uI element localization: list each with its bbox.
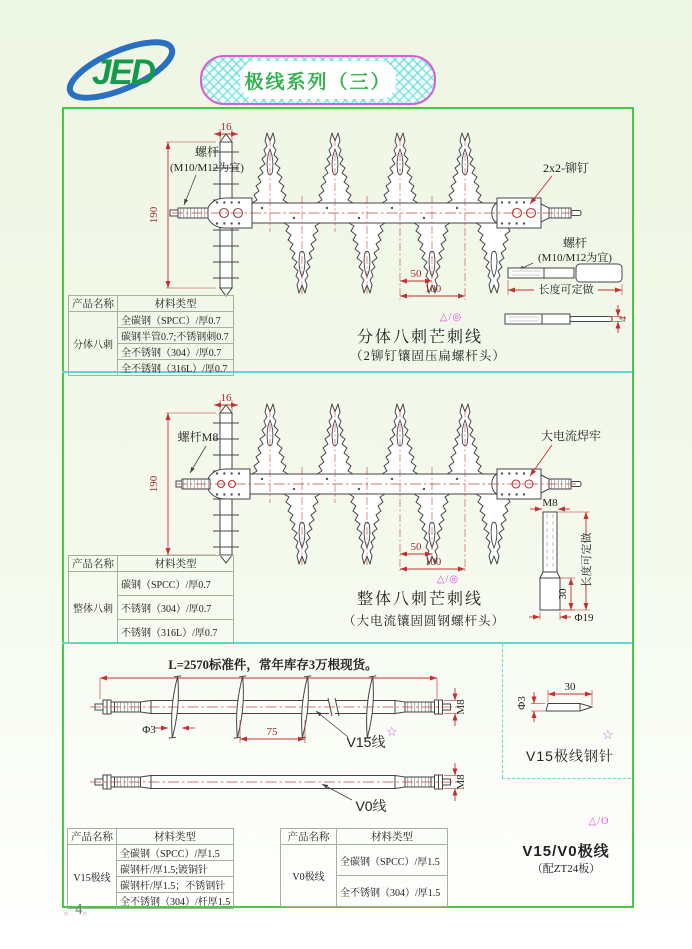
table-header-material: 材料类型 [118, 296, 234, 312]
p2-cert-symbol: △/◎ [436, 574, 460, 585]
panel3-v0-wire [90, 763, 458, 801]
p1-dim-50: 50 [410, 268, 422, 280]
p2-weld-label: 大电流焊牢 [540, 429, 602, 443]
product-name-cell: V0极线 [281, 845, 337, 907]
panel3-length-dim [100, 678, 437, 699]
p1-rivet-label: 2x2-铆钉 [543, 161, 589, 175]
material-cell: 碳钢杆/厚1.5；不锈钢针 [117, 877, 234, 893]
p3-pin-dim-30: 30 [564, 681, 576, 693]
p2-subtitle: （大电流镶固圆钢螺杆头） [342, 614, 506, 628]
p1-dim-190: 190 [148, 206, 160, 224]
p1-screw-label-1: 螺杆 [194, 145, 220, 159]
p1-detail-label-1: 螺杆 [562, 236, 588, 250]
p3-v15-label: V15线 [346, 734, 386, 750]
page-number-dot-right: 。 [82, 905, 94, 917]
table-header-product: 产品名称 [69, 556, 118, 572]
p2-dim-190: 190 [148, 475, 160, 493]
p2-dim-50: 50 [410, 541, 422, 553]
page-number [64, 902, 94, 918]
p1-subtitle: （2铆钉镶固压扁螺杆头） [350, 349, 506, 363]
logo-text: JED [92, 53, 155, 92]
table-header-material: 材料类型 [118, 556, 234, 572]
table-header-product: 产品名称 [281, 829, 337, 845]
p3-dim-75: 75 [266, 726, 278, 738]
material-cell: 全碳钢（SPCC）/厚1.5 [117, 845, 234, 861]
p2-dim-100: 100 [424, 556, 442, 568]
p1-screw-leader [184, 175, 196, 205]
panel3-pin-detail [531, 690, 592, 722]
spec-table-split-eight-spike [68, 295, 234, 376]
p2-dim-30: 30 [557, 588, 569, 600]
p1-dim-16: 16 [220, 121, 232, 133]
p3-title: V15/V0极线 [522, 843, 610, 860]
p3-pin-dim-phi3: Φ3 [516, 696, 528, 710]
material-cell: 全不锈钢（304）/厚1.5 [337, 876, 448, 907]
p2-dim-16: 16 [220, 392, 232, 404]
spec-table-v0 [280, 828, 448, 907]
p3-dim-m8-v0: M8 [455, 774, 467, 790]
banner-title: 极线系列（三） [244, 71, 392, 93]
table-header-product: 产品名称 [69, 296, 118, 312]
p1-title: 分体八刺芒刺线 [356, 329, 484, 346]
p3-subtitle: （配ZT24板） [531, 863, 601, 875]
p1-cert-symbol: △/◎ [439, 312, 463, 323]
p3-stock-note: L=2570标准件，常年库存3万根现货。 [168, 658, 378, 672]
p2-length-label: 长度可定做 [581, 532, 593, 588]
material-cell: 碳钢杆/厚1.5;镀铜针 [117, 861, 234, 877]
material-cell: 全不锈钢（316L）/厚0.7 [118, 360, 234, 376]
material-cell: 碳钢半管0.7;不锈钢刺0.7 [118, 328, 234, 344]
material-cell: 全不锈钢（304）/厚0.7 [118, 344, 234, 360]
p3-cert-symbol: △/O [588, 816, 610, 827]
p1-dim-4: 4 [617, 316, 629, 322]
p3-dim-phi3: Φ3 [142, 724, 156, 736]
p3-dim-m8-v15: M8 [455, 699, 467, 715]
p1-length-label: 长度可定做 [538, 284, 594, 296]
spec-table-integral-eight-spike [68, 555, 234, 644]
p3-v15-star-icon: ☆ [386, 724, 398, 739]
p3-v0-label: V0线 [355, 798, 387, 814]
p1-screw-label-2: (M10/M12为宜) [170, 162, 244, 174]
p2-screw-leader [190, 446, 206, 473]
p2-screw-label: 螺杆M8 [177, 430, 219, 444]
material-cell: 全不锈钢（304）/杆厚1.5 [117, 893, 234, 909]
product-name-cell: V15极线 [68, 845, 117, 909]
material-cell: 全碳钢（SPCC）/厚1.5 [337, 845, 448, 876]
p1-dim-100: 100 [424, 283, 442, 295]
p2-title: 整体八刺芒刺线 [356, 591, 484, 608]
p2-dim-m8: M8 [542, 497, 558, 509]
material-cell: 不锈钢（304）/厚0.7 [118, 596, 234, 620]
p2-dim-phi19: Φ19 [574, 612, 594, 624]
page-number-dot-left: 。 [64, 905, 75, 917]
p3-pin-label: V15极线钢针 [526, 748, 614, 764]
p1-detail-label-2: (M10/M12为宜) [538, 252, 612, 264]
table-header-product: 产品名称 [68, 829, 117, 845]
material-cell: 全碳钢（SPCC）/厚0.7 [118, 312, 234, 328]
product-name-cell: 分体八刺 [69, 312, 118, 376]
table-header-material: 材料类型 [337, 829, 448, 845]
spec-table-v15 [67, 828, 234, 909]
page-number-value: 4 [75, 903, 83, 918]
product-name-cell: 整体八刺 [69, 572, 118, 644]
p3-pin-star-icon: ☆ [602, 727, 614, 742]
panel2-barbed-bar [176, 404, 581, 571]
table-header-material: 材料类型 [117, 829, 234, 845]
material-cell: 碳钢（SPCC）/厚0.7 [118, 572, 234, 596]
panel1-screw-detail-2 [505, 305, 622, 333]
material-cell: 不锈钢（316L）/厚0.7 [118, 620, 234, 644]
